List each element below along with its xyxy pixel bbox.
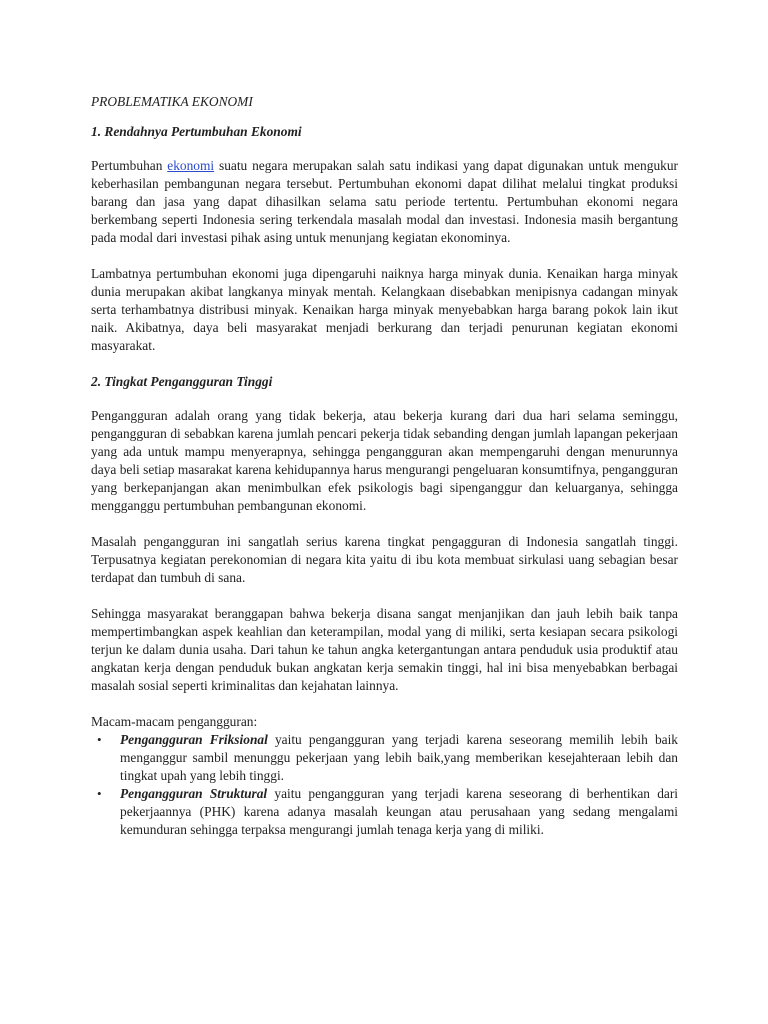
paragraph-text: Pertumbuhan	[91, 158, 168, 173]
list-intro: Macam-macam pengangguran:	[91, 714, 258, 729]
list-item	[97, 731, 678, 785]
ekonomi-link[interactable]: ekonomi	[167, 158, 215, 173]
paragraph-lambatnya: Lambatnya pertumbuhan ekonomi juga dipengaruhi naiknya harga minyak dunia. Kenaikan harga minyak dunia merupakan akibat langkanya minyak mentah. Kelangkaan disebabkan menipisnya cadangan minyak serta terhambatnya distribusi minyak. Kenaikan harga minyak menyebabkan harga barang pokok lain ikut naik. Akibatnya, daya beli masyarakat menjadi berkurang dan terjadi penurunan kegiatan ekonomi masyarakat.	[91, 266, 678, 353]
list-item	[97, 785, 679, 839]
paragraph-pertumbuhan	[91, 157, 678, 247]
section-heading-1: 1. Rendahnya Pertumbuhan Ekonomi	[91, 124, 302, 139]
bullet-icon: •	[97, 732, 102, 747]
unemployment-types-list	[91, 731, 678, 839]
paragraph-sehingga: Sehingga masyarakat beranggapan bahwa bekerja disana sangat menjanjikan dan jauh lebih baik tanpa mempertimbangkan aspek keahlian dan keterampilan, modal yang di miliki, serta kesiapan secara psikologi terjun ke dalam dunia usaha. Dari tahun ke tahun angka ketergantungan antara penduduk usia produktif atau angkatan kerja dengan penduduk bukan angkatan kerja semakin tinggi, hal ini bisa menyebabkan berbagai masalah sosial seperti kriminalitas dan kejahatan lainnya.	[91, 606, 678, 693]
list-item-term: Pengangguran Struktural	[120, 786, 268, 801]
paragraph-pengangguran: Pengangguran adalah orang yang tidak bekerja, atau bekerja kurang dari dua hari selama seminggu, pengangguran di sebabkan karena jumlah pencari pekerja tidak sebanding dengan jumlah lapangan pekerjaan yang ada untuk mampu menyerapnya, sehingga pengangguran akan mempengaruhi dengan menurunnya daya beli setiap masarakat karena kehidupannya harus mengurangi pengeluaran konsumtifnya, pengangguran yang berkepanjangan akan menimbulkan efek psikologis bagi sipenganggur dan keluarganya, sehingga mengganggu pertumbuhan pembangunan ekonomi.	[91, 408, 678, 513]
list-item-term: Pengangguran Friksional	[120, 732, 268, 747]
section-heading-2: 2. Tingkat Pengangguran Tinggi	[91, 374, 273, 389]
list-item-text: yaitu pengangguran yang terjadi karena seseorang memilih lebih baik menganggur sambil menunggu pekerjaan yang lebih baik,yang memberikan kesejahteraan lebih dan tingkat upah yang lebih tinggi.	[120, 732, 678, 783]
document-title: PROBLEMATIKA EKONOMI	[91, 94, 253, 109]
paragraph-text: suatu negara merupakan salah satu indikasi yang dapat digunakan untuk mengukur keberhasilan pembangunan negara tersebut. Pertumbuhan ekonomi dapat dilihat melalui tingkat produksi barang dan jasa yang dapat dihasilkan selama satu periode tertentu. Pertumbuhan ekonomi negara berkembang seperti Indonesia sering terkendala masalah modal dan investasi. Indonesia masih bergantung pada modal dari investasi pihak asing untuk menunjang kegiatan ekonominya.	[91, 158, 678, 245]
list-item-text: yaitu pengangguran yang terjadi karena seseorang di berhentikan dari pekerjaannya (PHK) karena adanya masalah keungan atau perusahaan yang sedang mengalami kemunduran sehingga terpaksa mengurangi jumlah tenaga kerja yang di miliki.	[120, 786, 679, 837]
document-page	[91, 93, 678, 839]
bullet-icon: •	[97, 786, 102, 801]
paragraph-masalah: Masalah pengangguran ini sangatlah serius karena tingkat pengagguran di Indonesia sangatlah tinggi. Terpusatnya kegiatan perekonomian di negara kita yaitu di ibu kota membuat sirkulasi uang sebagian besar terdapat dan tumbuh di sana.	[91, 534, 678, 585]
